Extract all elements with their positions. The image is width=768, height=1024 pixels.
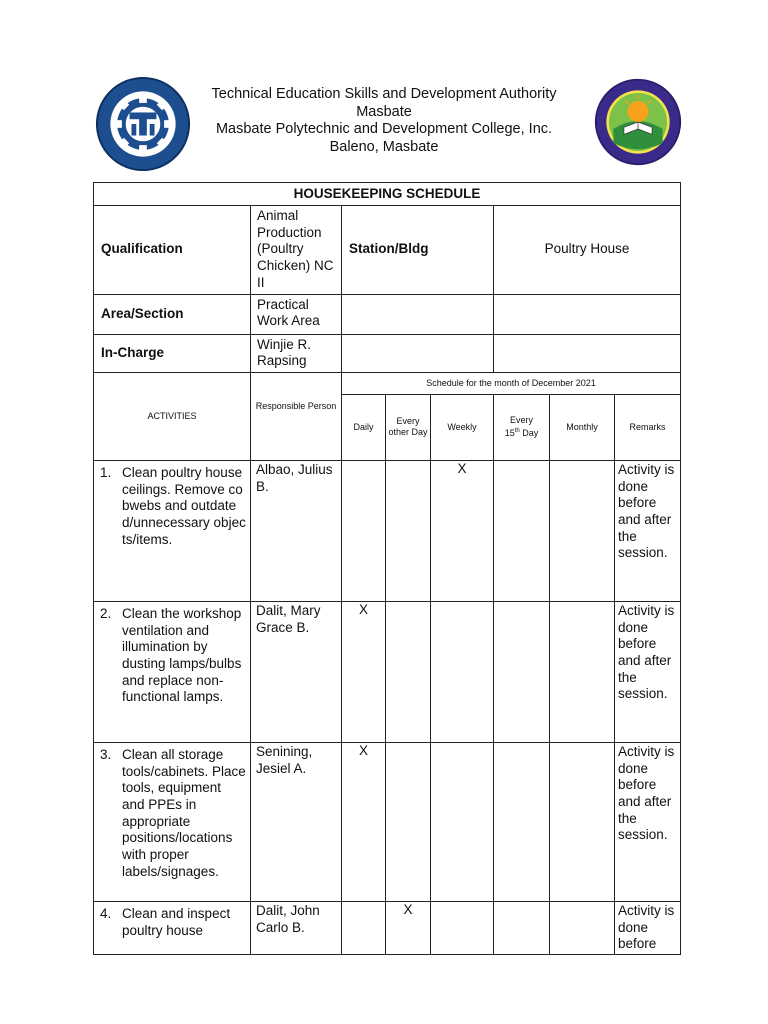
- responsible-person-header: Responsible Person: [251, 372, 342, 460]
- remarks-cell: Activity is done before and after the session.: [615, 460, 681, 601]
- header-line-3: Masbate Polytechnic and Development College, Inc.: [215, 121, 553, 137]
- responsible-person-cell: Dalit, Mary Grace B.: [251, 601, 342, 742]
- remarks-header: Remarks: [615, 394, 681, 460]
- college-seal-logo: [594, 78, 682, 166]
- header-line-1: Technical Education Skills and Development Authority: [211, 86, 557, 102]
- header-line-2: Masbate: [356, 103, 412, 120]
- incharge-empty-cell-1: [342, 334, 494, 372]
- daily-header: Daily: [342, 394, 386, 460]
- activity-number: 4.: [100, 905, 112, 921]
- every-other-day-cell: X: [386, 901, 431, 954]
- every-other-day-cell: [386, 601, 431, 742]
- station-value: Poultry House: [494, 206, 681, 295]
- housekeeping-schedule-table: [93, 182, 681, 955]
- activity-number: 3.: [100, 746, 112, 762]
- responsible-person-cell: Senining, Jesiel A.: [251, 742, 342, 901]
- daily-cell: X: [342, 742, 386, 901]
- every-15th-day-header: [494, 394, 550, 460]
- every-15th-suffix: Day: [519, 428, 539, 439]
- table-row: [94, 460, 681, 601]
- weekly-cell: [431, 901, 494, 954]
- monthly-cell: [550, 742, 615, 901]
- schedule-month-header: Schedule for the month of December 2021: [342, 372, 681, 394]
- in-charge-label: In-Charge: [94, 334, 251, 372]
- daily-cell: X: [342, 601, 386, 742]
- activity-text: Clean and inspect poultry house: [122, 905, 231, 938]
- weekly-cell: [431, 742, 494, 901]
- weekly-header: Weekly: [431, 394, 494, 460]
- monthly-header: Monthly: [550, 394, 615, 460]
- monthly-cell: [550, 601, 615, 742]
- every-other-day-header: Every other Day: [386, 394, 431, 460]
- every-15th-prefix: Every: [509, 415, 533, 426]
- table-row: [94, 901, 681, 954]
- activity-number: 2.: [100, 605, 112, 621]
- every-15th-day-cell: [494, 901, 550, 954]
- every-other-day-cell: [386, 460, 431, 601]
- remarks-cell: Activity is done before and after the session.: [615, 742, 681, 901]
- activity-text: Clean the workshop ventilation and illumination by dusting lamps/bulbs and replace non-functional lamps.: [122, 605, 242, 705]
- monthly-cell: [550, 901, 615, 954]
- qualification-label: Qualification: [94, 206, 251, 295]
- institution-header: [190, 86, 578, 156]
- in-charge-value: Winjie R. Rapsing: [251, 334, 342, 372]
- table-row: [94, 742, 681, 901]
- table-row: [94, 601, 681, 742]
- remarks-cell: Activity is done before and after the session.: [615, 601, 681, 742]
- every-15th-day-cell: [494, 460, 550, 601]
- weekly-cell: X: [431, 460, 494, 601]
- daily-cell: [342, 901, 386, 954]
- responsible-person-cell: Albao, Julius B.: [251, 460, 342, 601]
- every-15th-day-cell: [494, 742, 550, 901]
- every-15th-sup: th: [514, 428, 520, 435]
- activities-header: ACTIVITIES: [94, 372, 251, 460]
- activity-cell: [94, 601, 251, 742]
- monthly-cell: [550, 460, 615, 601]
- station-label: Station/Bldg: [342, 206, 494, 295]
- area-section-label: Area/Section: [94, 294, 251, 334]
- every-other-day-cell: [386, 742, 431, 901]
- weekly-cell: [431, 601, 494, 742]
- activity-text: Clean poultry house ceilings. Remove cobwebs and outdated/unnecessary objects/items.: [122, 464, 246, 547]
- qualification-value: Animal Production (Poultry Chicken) NC II: [251, 206, 342, 295]
- activity-text: Clean all storage tools/cabinets. Place tools, equipment and PPEs in appropriate positions/locations with proper labels/signages.: [122, 746, 246, 879]
- area-section-value: Practical Work Area: [251, 294, 342, 334]
- activity-number: 1.: [100, 464, 112, 480]
- incharge-empty-cell-2: [494, 334, 681, 372]
- table-title: HOUSEKEEPING SCHEDULE: [94, 183, 681, 206]
- header-line-4: Baleno, Masbate: [329, 138, 439, 155]
- activity-cell: [94, 901, 251, 954]
- activity-cell: [94, 460, 251, 601]
- activity-cell: [94, 742, 251, 901]
- responsible-person-cell: Dalit, John Carlo B.: [251, 901, 342, 954]
- area-empty-cell-2: [494, 294, 681, 334]
- area-empty-cell-1: [342, 294, 494, 334]
- every-15th-num: 15: [504, 428, 515, 439]
- daily-cell: [342, 460, 386, 601]
- tesda-seal-logo: [95, 76, 191, 172]
- every-15th-day-cell: [494, 601, 550, 742]
- remarks-cell: Activity is done before: [615, 901, 681, 954]
